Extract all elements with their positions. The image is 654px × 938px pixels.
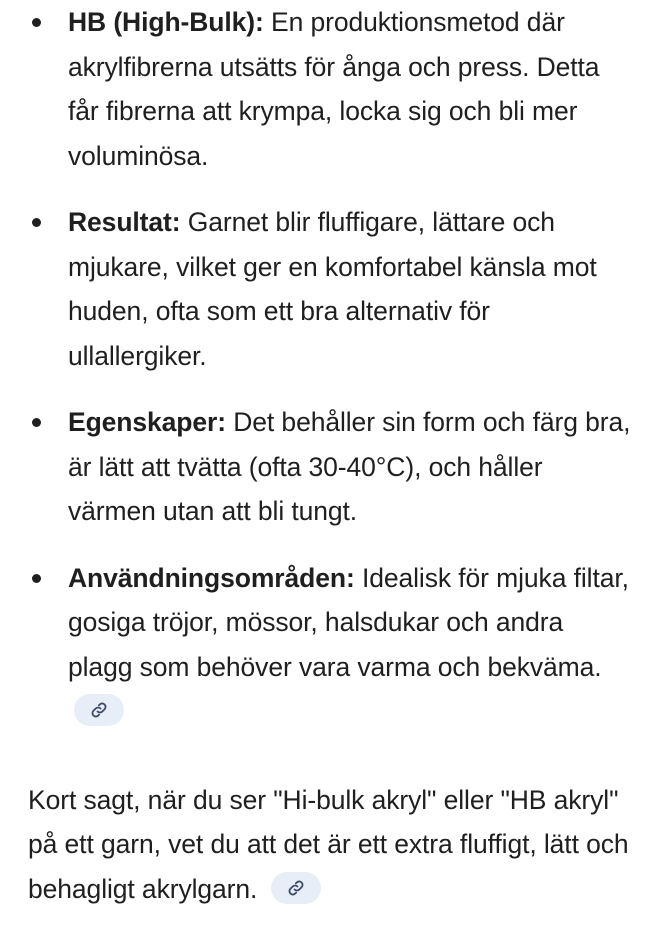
bullet-term: Egenskaper: [68,407,226,437]
link-icon [287,879,305,897]
source-link-chip[interactable] [74,694,124,726]
bullet-item-egenskaper [0,400,654,534]
bullet-item-resultat [0,200,654,378]
bullet-item-anvandningsomraden [0,556,654,734]
source-link-chip[interactable] [271,872,321,904]
summary-text: Kort sagt, när du ser "Hi-bulk akryl" eller "HB akryl" på ett garn, vet du att det är ett extra fluffigt, lätt och behagligt akrylgarn. [28,784,629,904]
bullet-dot [32,218,41,227]
bullet-dot [32,574,41,583]
bullet-text: Idealisk för mjuka filtar, gosiga tröjor, mössor, halsdukar och andra plagg som behöver vara varma och bekväma. [68,562,629,682]
bullet-text: Garnet blir fluffigare, lättare och mjukare, vilket ger en komfortabel känsla mot huden, ofta som ett bra alternativ för ullallergiker. [68,207,597,371]
bullet-term: Användningsområden: [68,562,355,593]
bullet-item-hb [0,0,654,178]
summary-paragraph [0,778,654,912]
bullet-text: Det behåller sin form och färg bra, är lätt att tvätta (ofta 30-40°C), och håller värmen utan att bli tungt. [68,407,631,526]
bullet-term: Resultat: [68,207,181,237]
link-icon [90,701,108,719]
bullet-text: En produktionsmetod där akrylfibrerna utsätts för ånga och press. Detta får fibrerna att krympa, locka sig och bli mer voluminösa. [68,7,600,171]
bullet-dot [32,18,41,27]
bullet-term: HB (High-Bulk): [68,7,264,37]
bullet-dot [32,418,41,427]
